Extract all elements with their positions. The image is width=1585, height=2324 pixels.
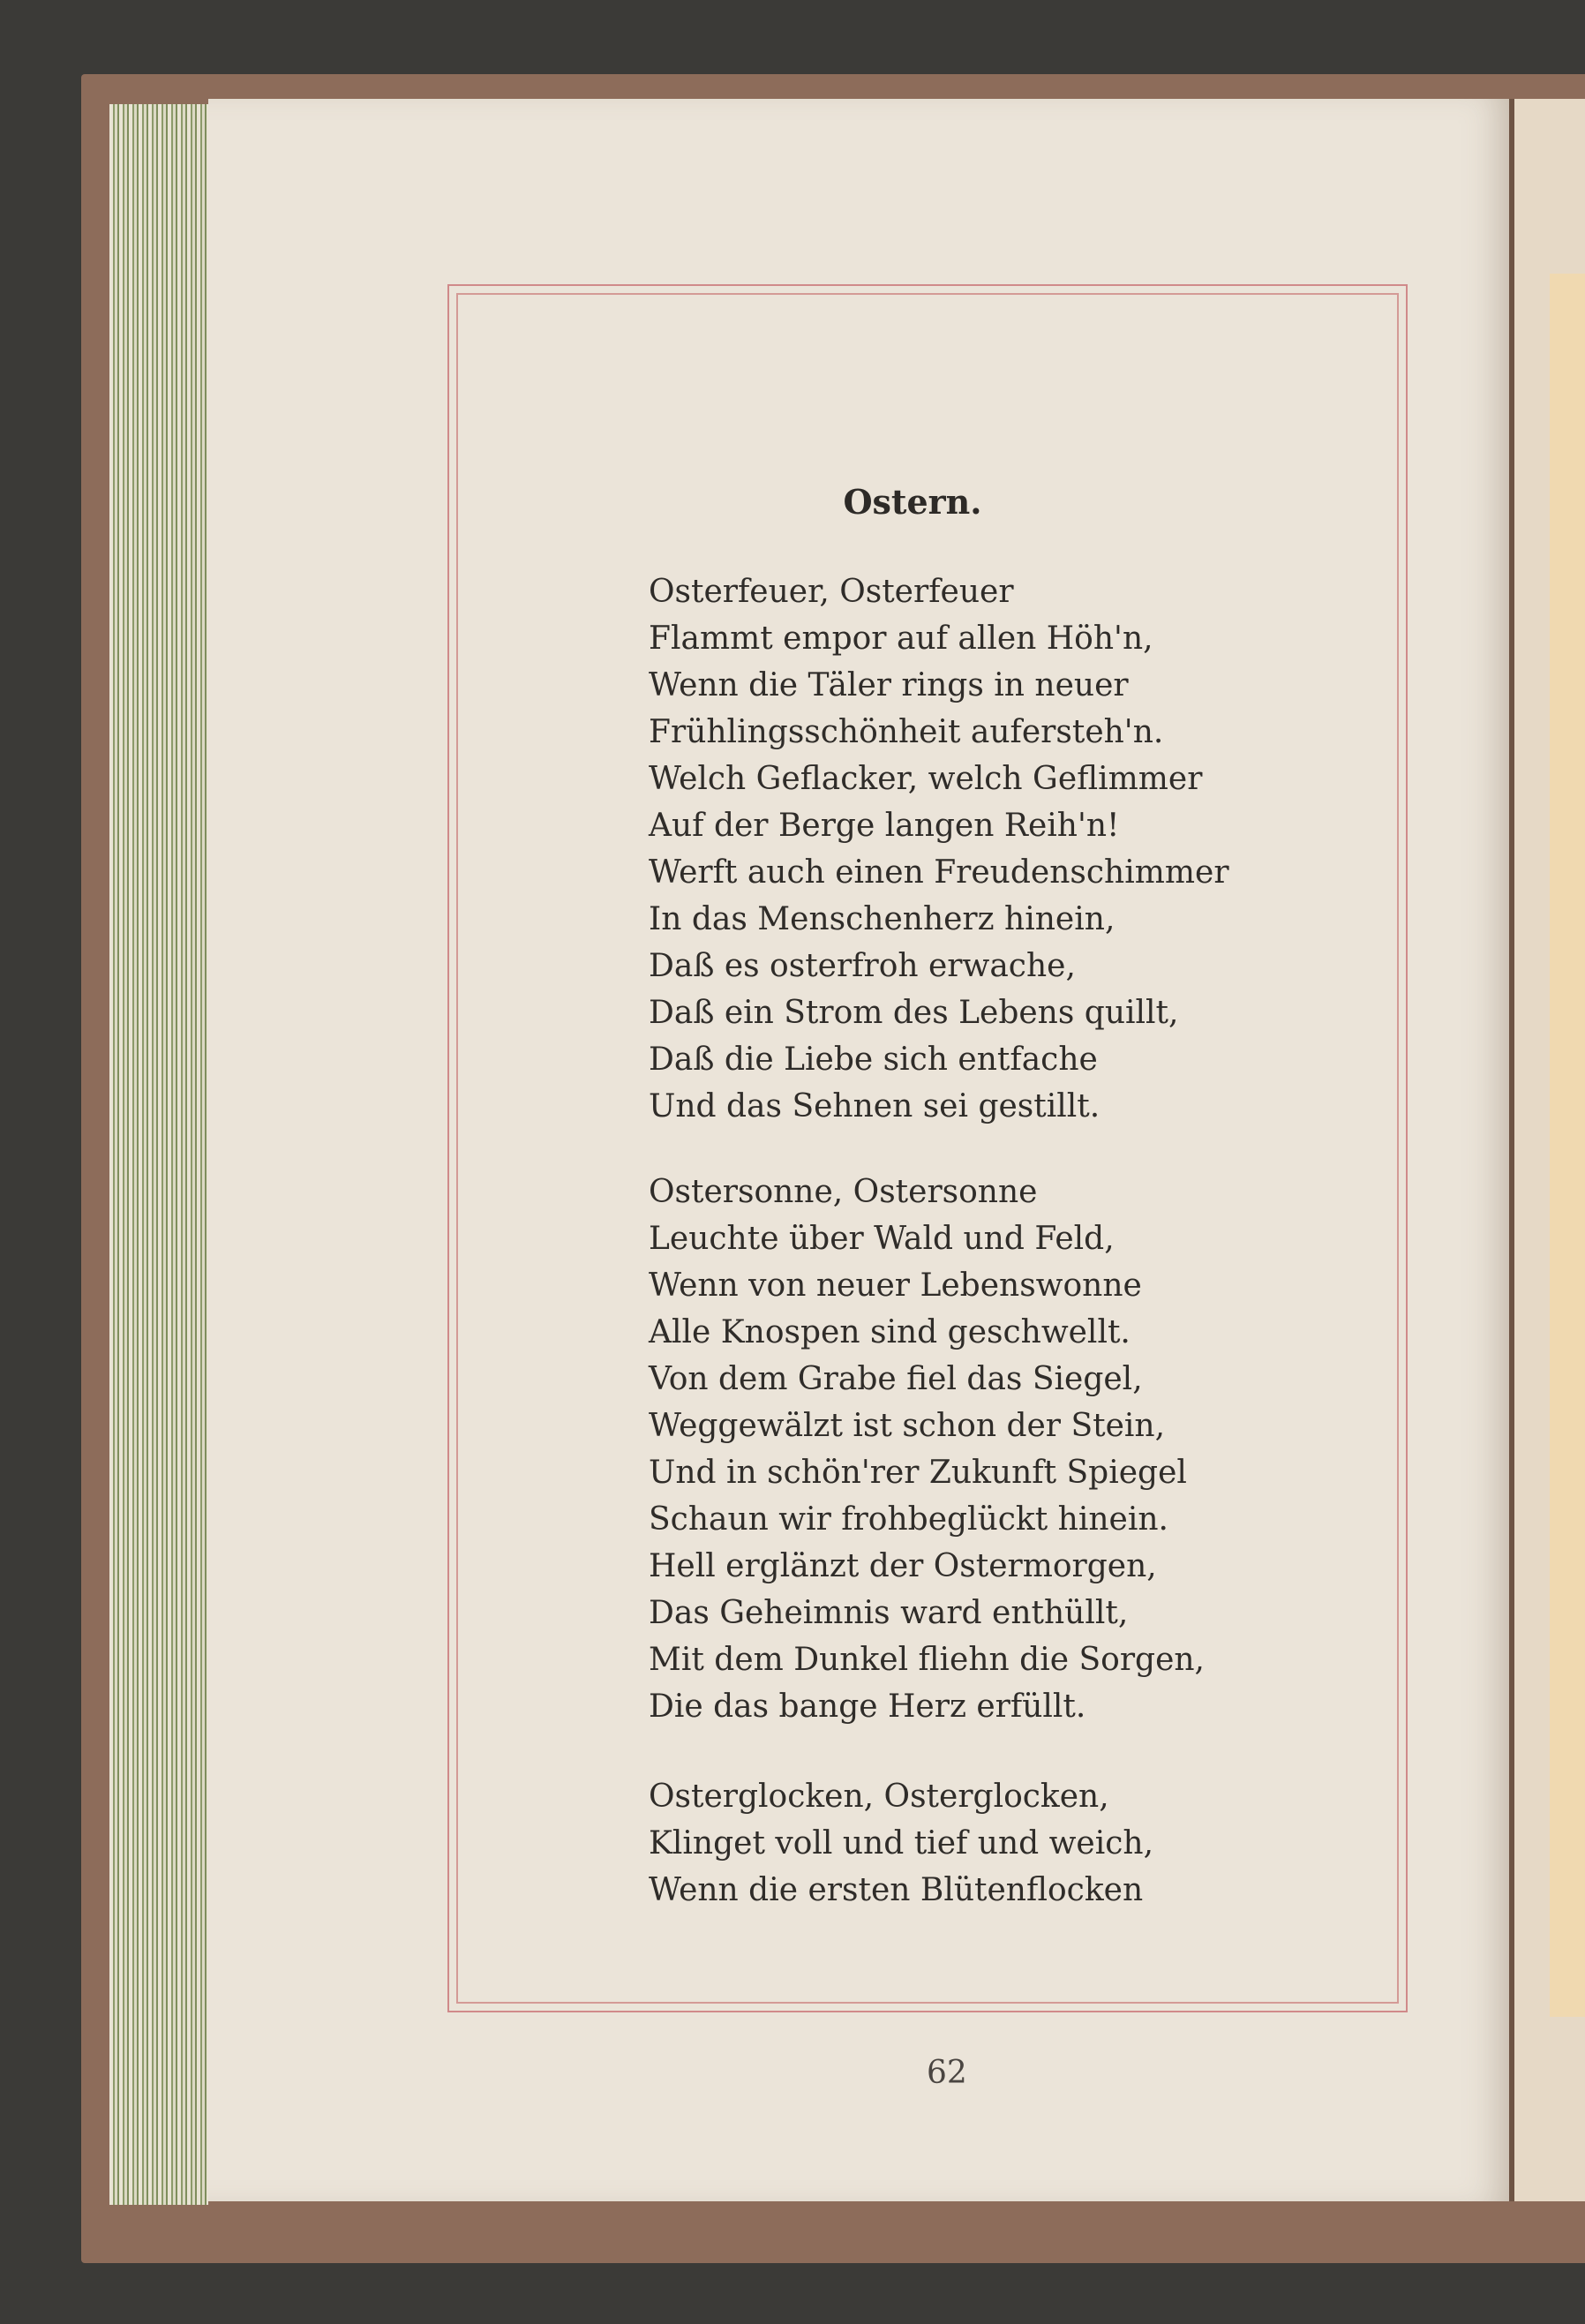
stanza-1 (649, 568, 1229, 1130)
poem-line: Wenn die ersten Blütenflocken (649, 1872, 1144, 1908)
stanza-2 (649, 1169, 1205, 1730)
poem-line: Und in schön'rer Zukunft Spiegel (649, 1455, 1187, 1491)
poem-line: Die das bange Herz erfüllt. (649, 1688, 1086, 1725)
poem-line: Daß ein Strom des Lebens quillt, (649, 995, 1179, 1031)
poem-line: Flammt empor auf allen Höh'n, (649, 620, 1153, 657)
poem-line: Weggewälzt ist schon der Stein, (649, 1408, 1166, 1444)
poem-line: Wenn die Täler rings in neuer (649, 667, 1129, 703)
poem-line: In das Menschenherz hinein, (649, 901, 1116, 937)
stanza-3 (649, 1773, 1153, 1914)
poem-line: Schaun wir frohbeglückt hinein. (649, 1501, 1168, 1538)
poem-line: Daß es osterfroh erwache, (649, 948, 1076, 984)
page-edges (109, 104, 208, 2205)
poem-line: Mit dem Dunkel fliehn die Sorgen, (649, 1642, 1205, 1678)
poem-line: Auf der Berge langen Reih'n! (649, 808, 1120, 844)
poem-title: Ostern. (843, 482, 982, 522)
page-number: 62 (927, 2055, 967, 2091)
poem-line: Und das Sehnen sei gestillt. (649, 1088, 1100, 1124)
poem-line: Osterglocken, Osterglocken, (649, 1779, 1109, 1815)
facing-page-insert (1550, 274, 1585, 2017)
poem-line: Das Geheimnis ward enthüllt, (649, 1595, 1129, 1631)
poem-line: Welch Geflacker, welch Geflimmer (649, 761, 1203, 797)
poem-line: Daß die Liebe sich entfache (649, 1042, 1098, 1078)
poem-line: Klinget voll und tief und weich, (649, 1825, 1154, 1861)
poem-line: Hell erglänzt der Ostermorgen, (649, 1548, 1157, 1584)
poem-line: Alle Knospen sind geschwellt. (649, 1314, 1131, 1350)
poem-line: Von dem Grabe fiel das Siegel, (649, 1361, 1143, 1397)
poem-line: Frühlingsschönheit aufersteh'n. (649, 714, 1164, 750)
poem-line: Wenn von neuer Lebenswonne (649, 1267, 1142, 1304)
poem-line: Werft auch einen Freudenschimmer (649, 854, 1229, 891)
poem-line: Osterfeuer, Osterfeuer (649, 574, 1014, 610)
page-frame-inner (456, 293, 1399, 2004)
poem-line: Ostersonne, Ostersonne (649, 1174, 1038, 1210)
poem-line: Leuchte über Wald und Feld, (649, 1221, 1115, 1257)
